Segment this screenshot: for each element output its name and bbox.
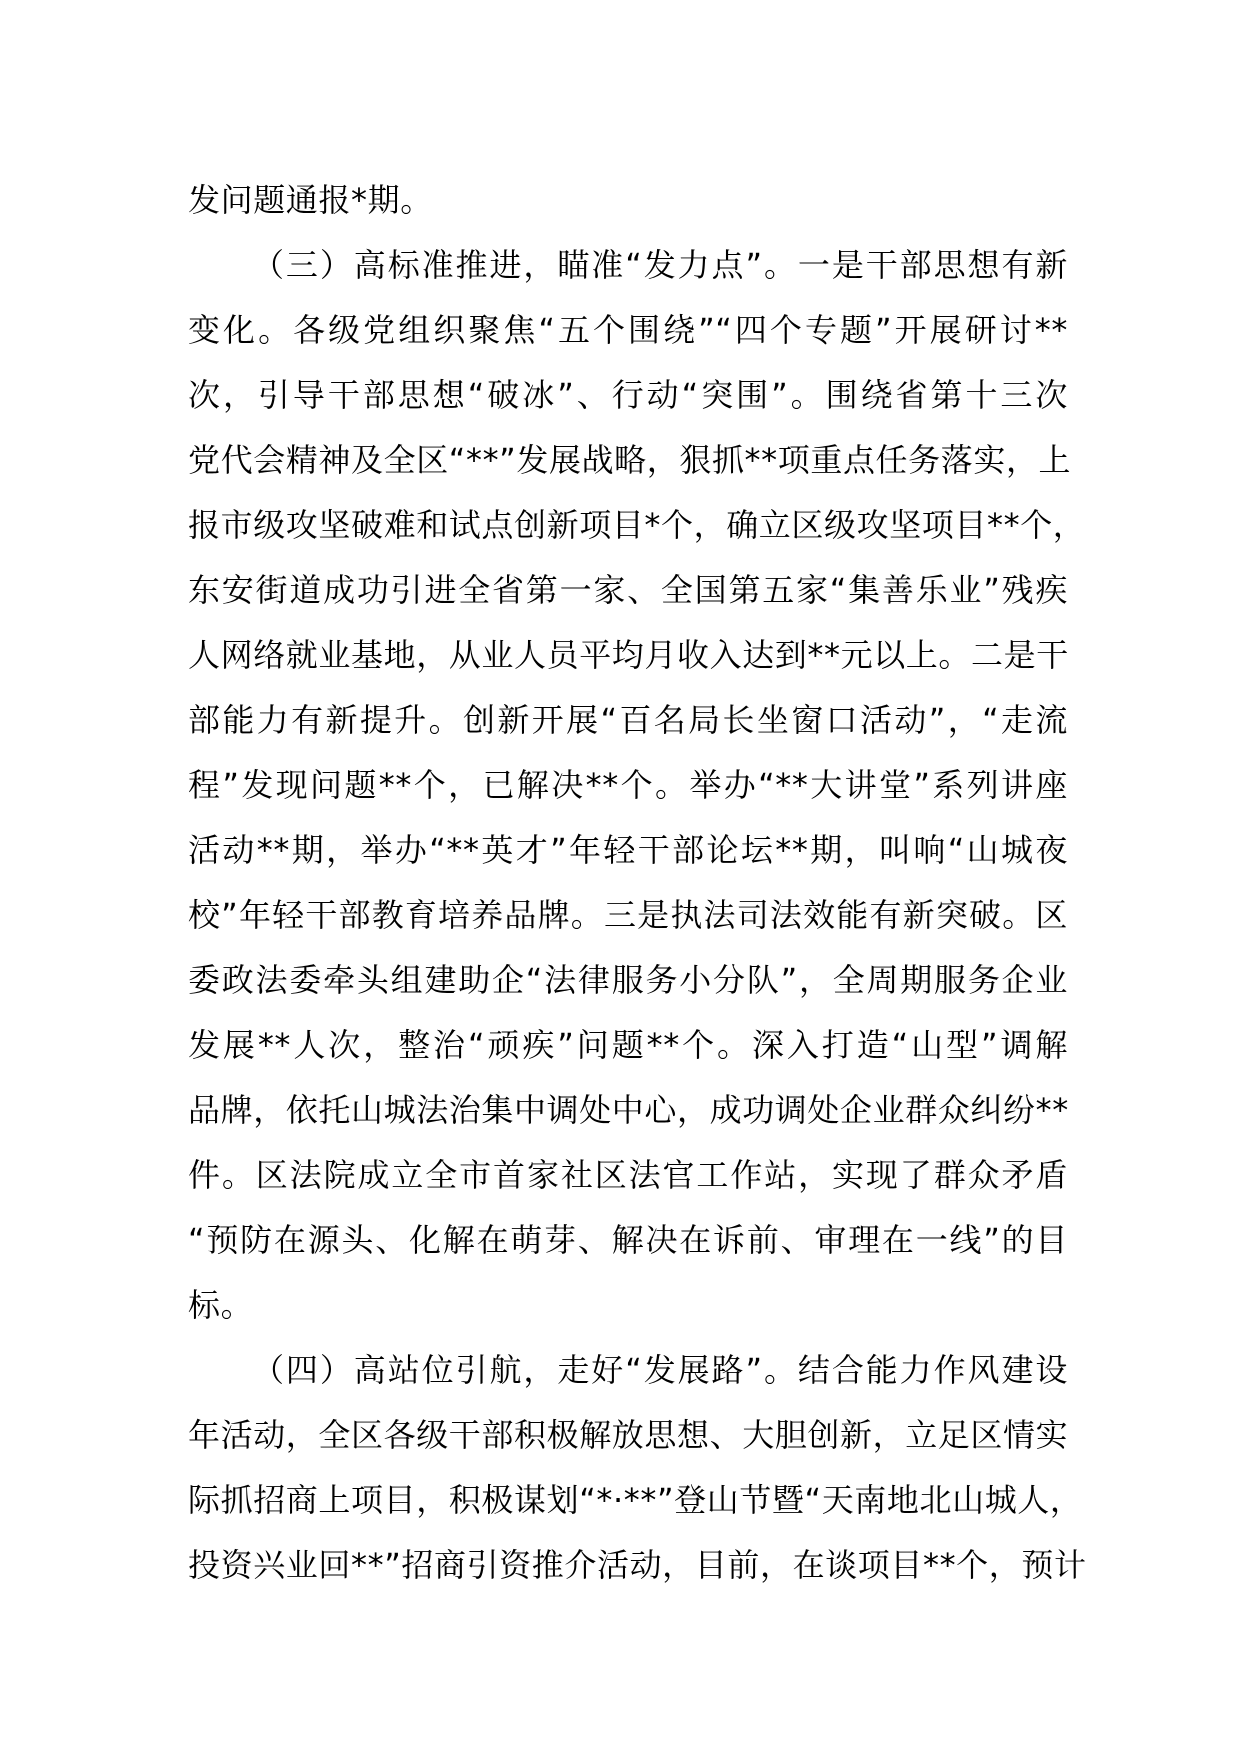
- text-line: 投资兴业回**”招商引资推介活动，目前，在谈项目**个，预计: [188, 1546, 1087, 1584]
- document-page: [188, 168, 1087, 1598]
- text-line: 校”年轻干部教育培养品牌。三是执法司法效能有新突破。区: [188, 896, 1068, 934]
- text-line: 品牌，依托山城法治集中调处中心，成功调处企业群众纠纷**: [188, 1091, 1069, 1129]
- text-line: 东安街道成功引进全省第一家、全国第五家“集善乐业”残疾: [188, 571, 1068, 609]
- text-line: （四）高站位引航，走好“发展路”。结合能力作风建设: [252, 1351, 1068, 1389]
- text-line: 发展**人次，整治“顽疾”问题**个。深入打造“山型”调解: [188, 1026, 1068, 1064]
- text-line: 次，引导干部思想“破冰”、行动“突围”。围绕省第十三次: [188, 376, 1068, 414]
- text-line: 程”发现问题**个，已解决**个。举办“**大讲堂”系列讲座: [188, 766, 1068, 804]
- text-line: 活动**期，举办“**英才”年轻干部论坛**期，叫响“山城夜: [188, 831, 1068, 869]
- text-line: 际抓招商上项目，积极谋划“*·**”登山节暨“天南地北山城人，: [188, 1481, 1083, 1519]
- text-line: 变化。各级党组织聚焦“五个围绕”“四个专题”开展研讨**: [188, 311, 1068, 349]
- text-line: 部能力有新提升。创新开展“百名局长坐窗口活动”，“走流: [188, 701, 1068, 739]
- text-line: 委政法委牵头组建助企“法律服务小分队”，全周期服务企业: [188, 961, 1068, 999]
- text-line: （三）高标准推进，瞄准“发力点”。一是干部思想有新: [252, 246, 1068, 284]
- text-line: 件。区法院成立全市首家社区法官工作站，实现了群众矛盾: [188, 1156, 1068, 1194]
- text-line: 报市级攻坚破难和试点创新项目*个，确立区级攻坚项目**个，: [188, 506, 1086, 544]
- text-line: 人网络就业基地，从业人员平均月收入达到**元以上。二是干: [188, 636, 1069, 674]
- text-line: 标。: [188, 1286, 254, 1324]
- text-line: 年活动，全区各级干部积极解放思想、大胆创新，立足区情实: [188, 1416, 1069, 1454]
- text-line: 发问题通报*期。: [188, 181, 433, 219]
- text-line: 党代会精神及全区“**”发展战略，狠抓**项重点任务落实，上: [188, 441, 1072, 479]
- text-line: “预防在源头、化解在萌芽、解决在诉前、审理在一线”的目: [188, 1221, 1068, 1259]
